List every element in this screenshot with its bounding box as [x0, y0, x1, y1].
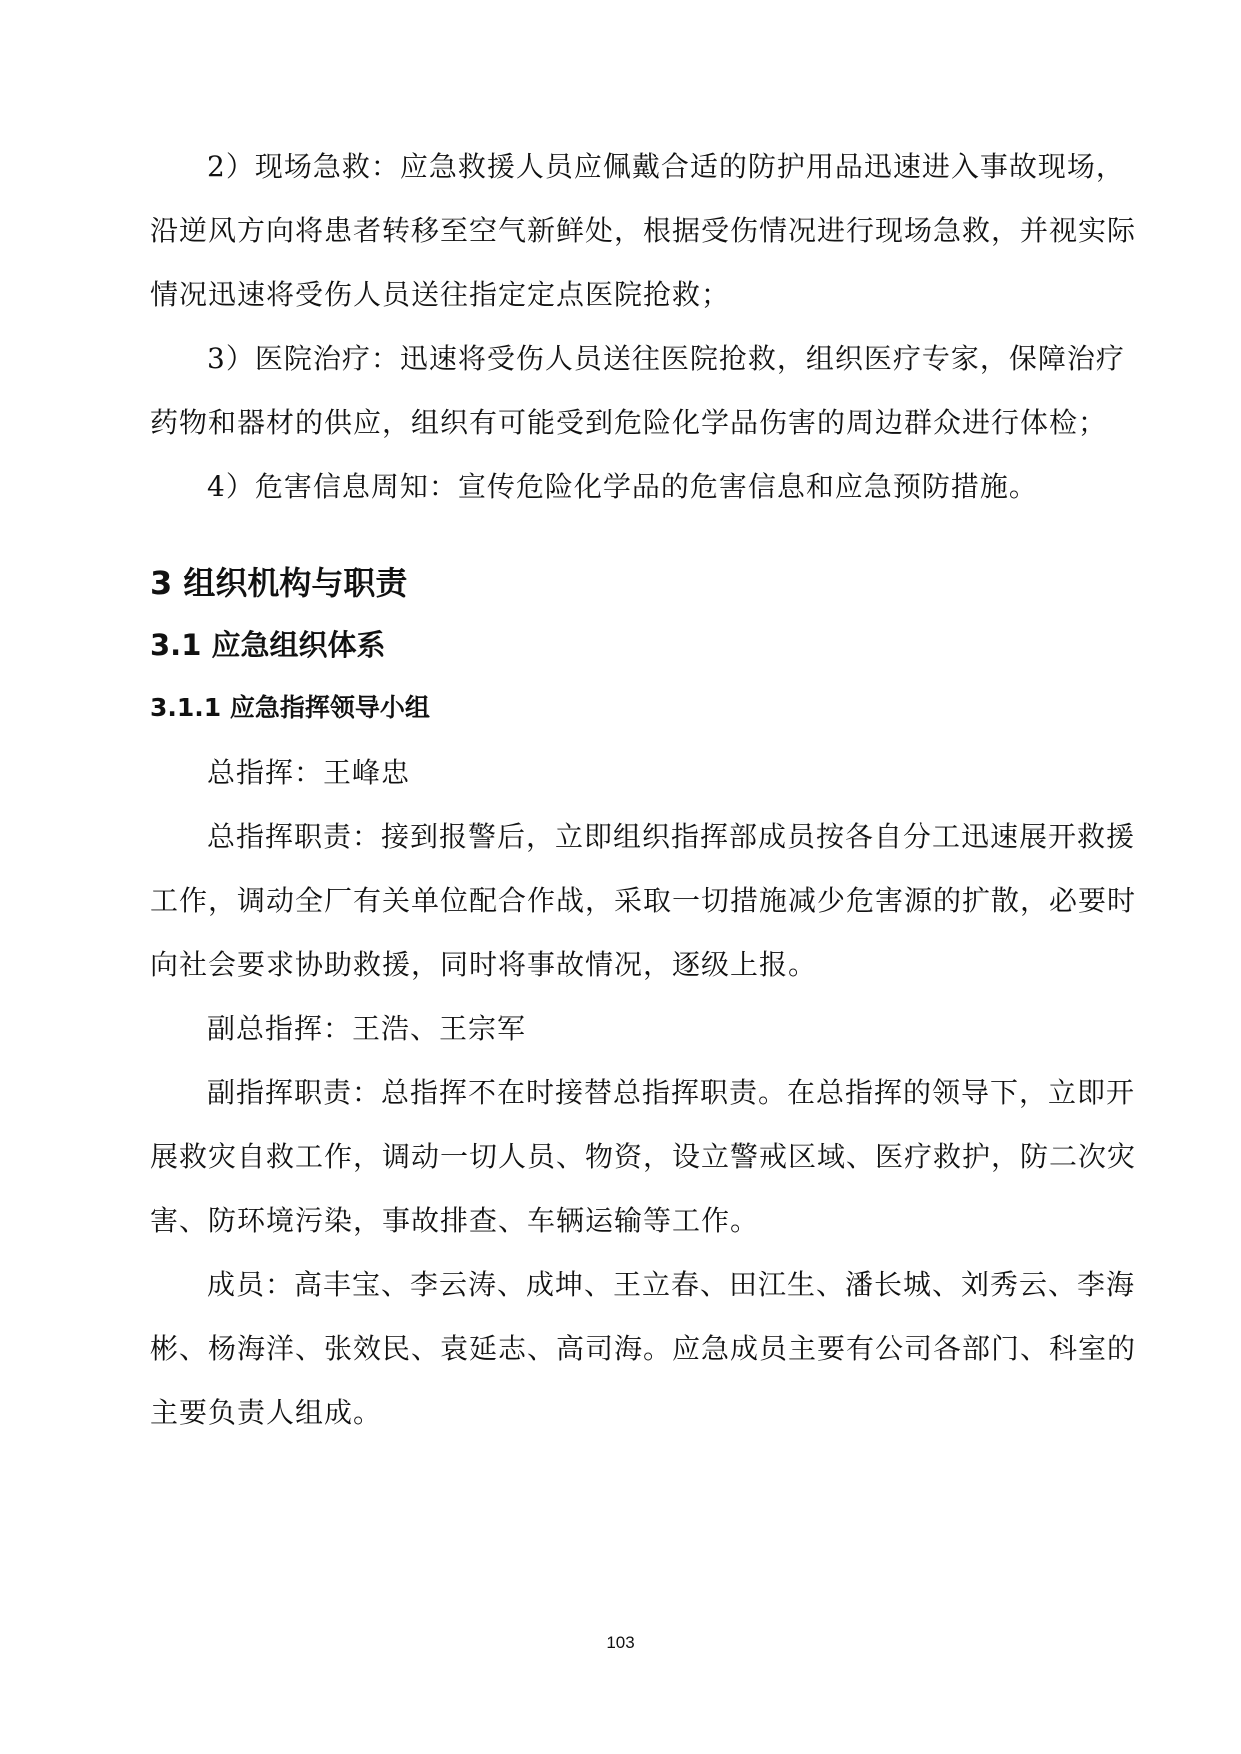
paragraph-line: 害、防环境污染，事故排查、车辆运输等工作。 — [150, 1204, 760, 1237]
subsection-heading: 3.1 应急组织体系 — [150, 628, 386, 662]
paragraph-line: 成员：高丰宝、李云涛、成坤、王立春、田江生、潘长城、刘秀云、李海 — [207, 1268, 1136, 1301]
paragraph-line: 总指挥：王峰忠 — [207, 756, 411, 789]
paragraph-line: 沿逆风方向将患者转移至空气新鲜处，根据受伤情况进行现场急救，并视实际 — [150, 214, 1137, 247]
page-number: 103 — [606, 1633, 635, 1652]
paragraph-line: 副总指挥：王浩、王宗军 — [207, 1012, 527, 1045]
paragraph-line: 总指挥职责：接到报警后，立即组织指挥部成员按各自分工迅速展开救援 — [207, 820, 1136, 853]
paragraph-line: 副指挥职责：总指挥不在时接替总指挥职责。在总指挥的领导下，立即开 — [207, 1076, 1136, 1109]
paragraph-line: 彬、杨海洋、张效民、袁延志、高司海。应急成员主要有公司各部门、科室的 — [150, 1332, 1137, 1365]
paragraph-line: 情况迅速将受伤人员送往指定定点医院抢救； — [150, 278, 731, 311]
paragraph-line: 4）危害信息周知：宣传危险化学品的危害信息和应急预防措施。 — [207, 470, 1038, 503]
paragraph-line: 2）现场急救：应急救援人员应佩戴合适的防护用品迅速进入事故现场， — [207, 150, 1125, 183]
subsubsection-heading: 3.1.1 应急指挥领导小组 — [150, 693, 430, 722]
paragraph-line: 向社会要求协助救援，同时将事故情况，逐级上报。 — [150, 948, 818, 981]
section-heading: 3 组织机构与职责 — [150, 564, 408, 602]
paragraph-line: 工作，调动全厂有关单位配合作战，采取一切措施减少危害源的扩散，必要时 — [150, 884, 1137, 917]
paragraph-line: 药物和器材的供应，组织有可能受到危险化学品伤害的周边群众进行体检； — [150, 406, 1108, 439]
paragraph-line: 主要负责人组成。 — [150, 1396, 383, 1429]
paragraph-line: 3）医院治疗：迅速将受伤人员送往医院抢救，组织医疗专家，保障治疗 — [207, 342, 1125, 375]
paragraph-line: 展救灾自救工作，调动一切人员、物资，设立警戒区域、医疗救护，防二次灾 — [150, 1140, 1137, 1173]
